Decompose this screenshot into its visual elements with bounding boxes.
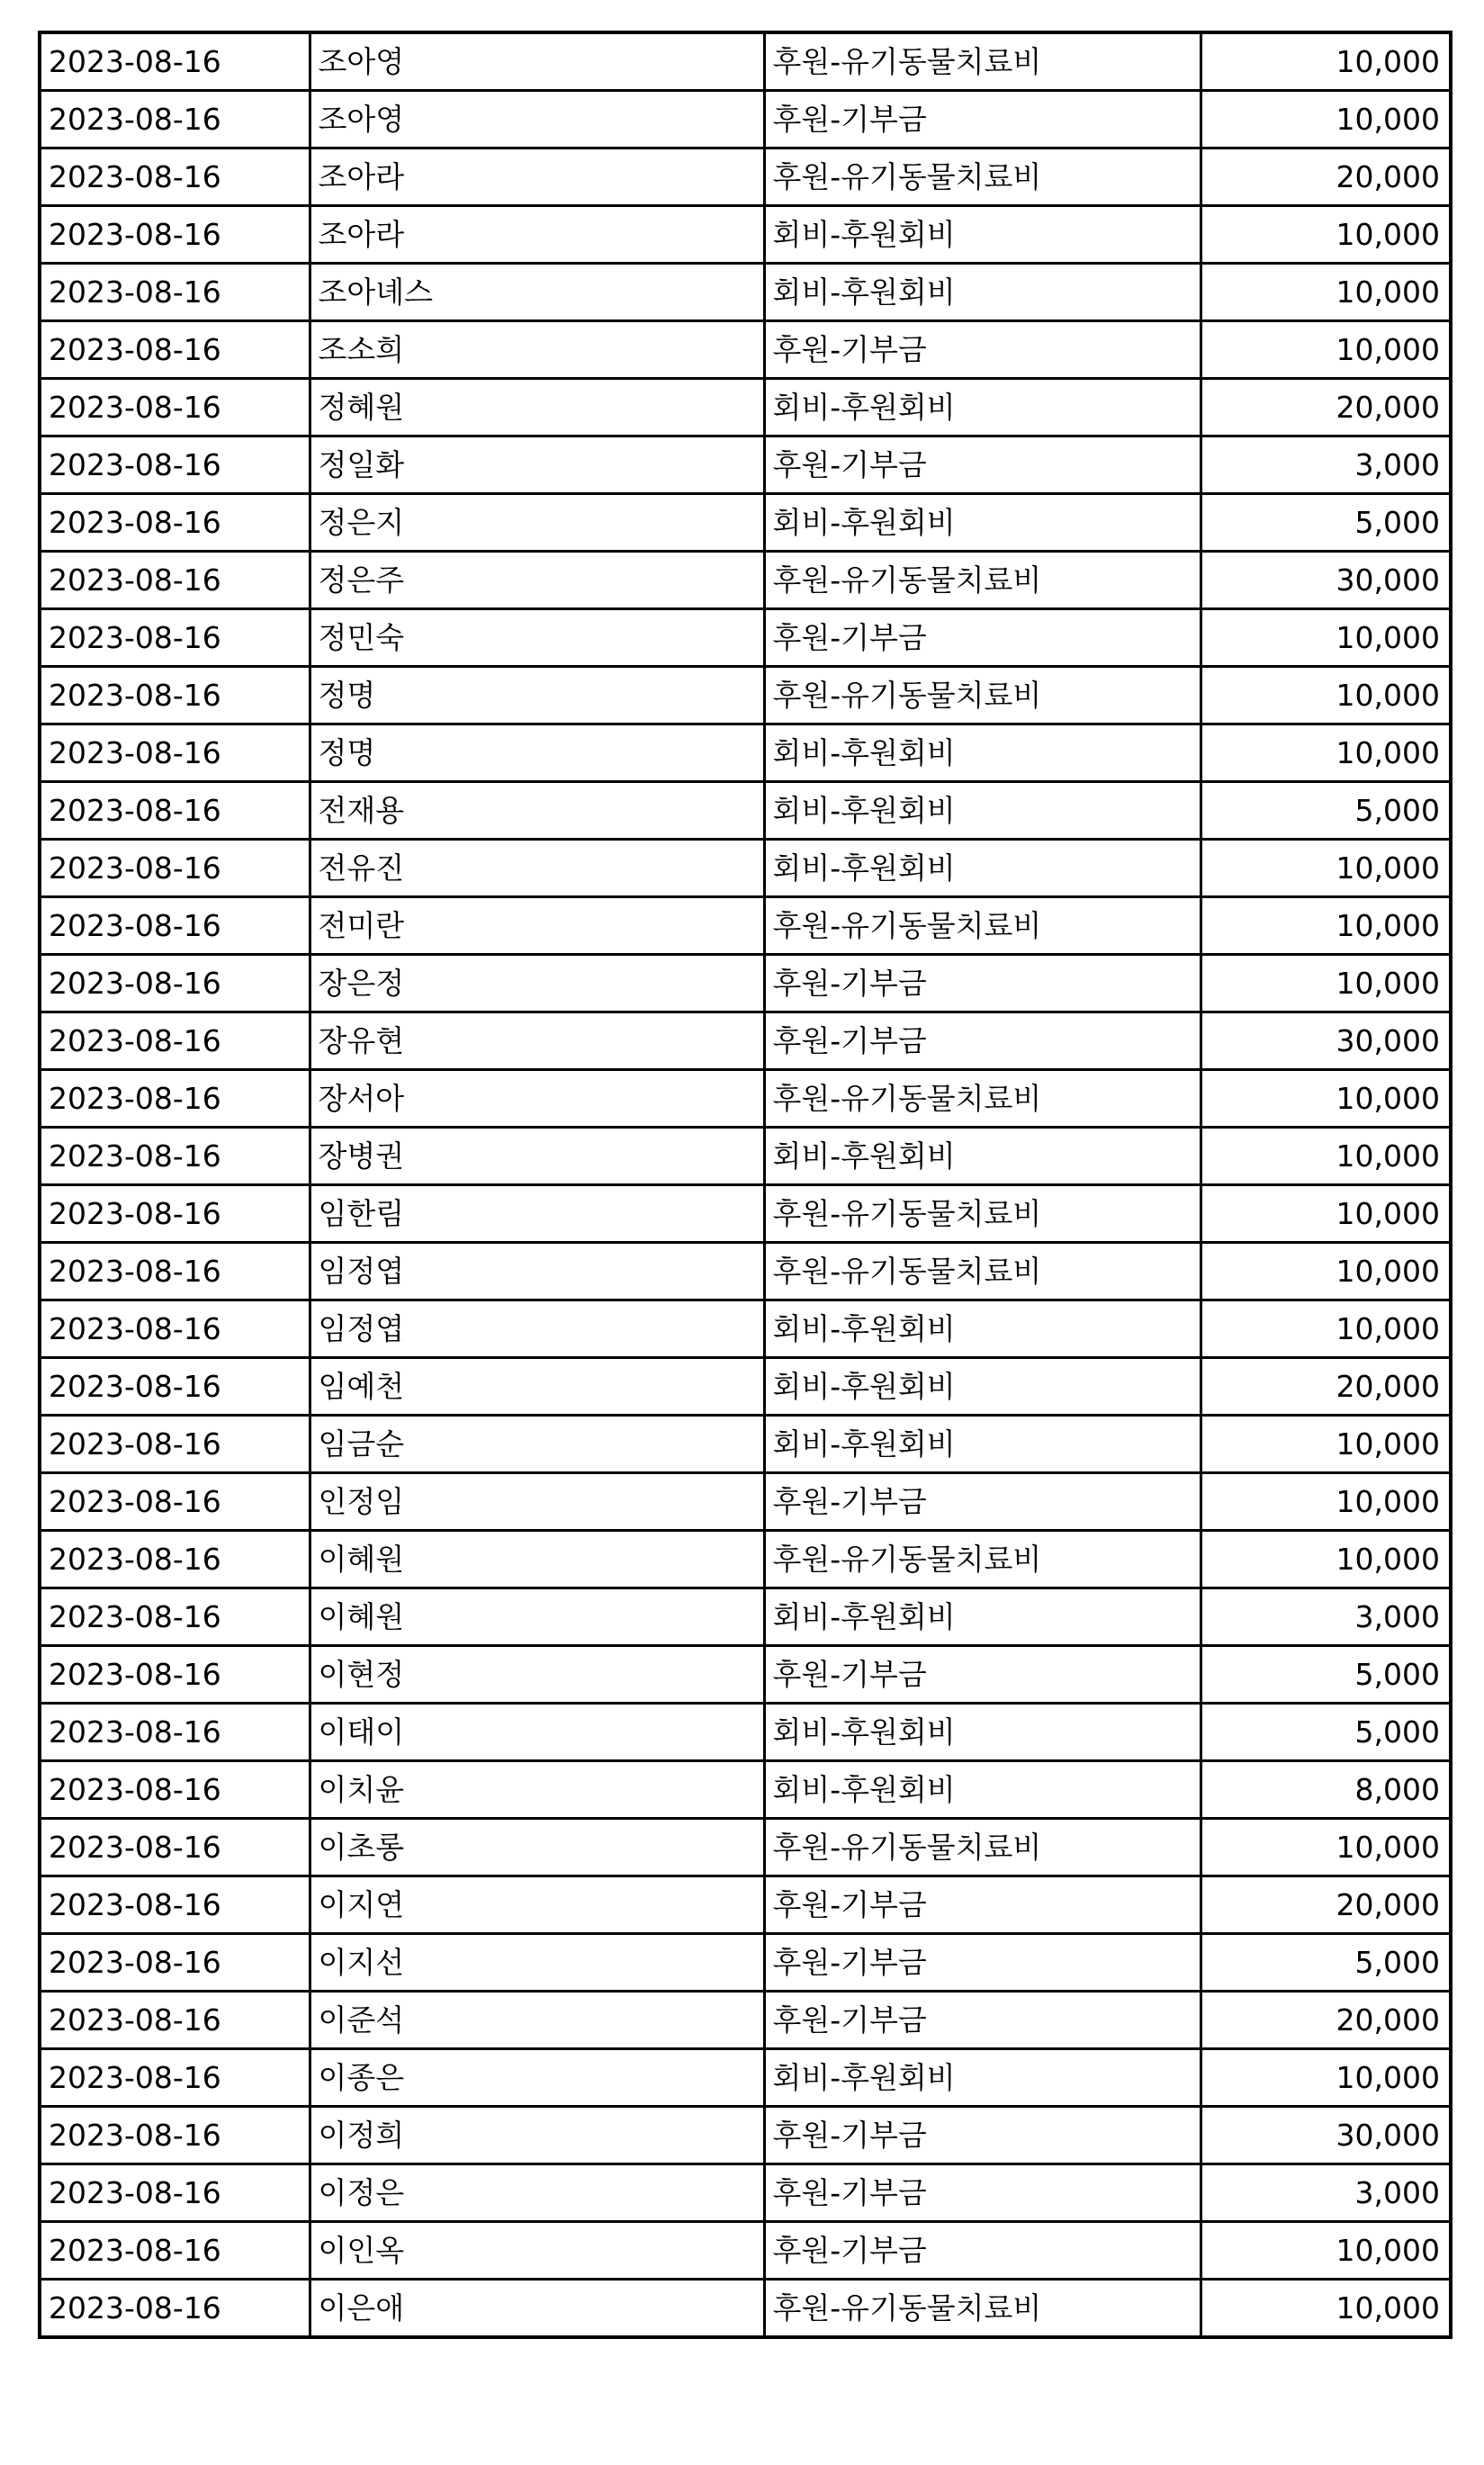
donor-name-cell: 이태이 [310,1704,764,1761]
amount-cell: 10,000 [1201,321,1451,379]
donor-name-cell: 장서아 [310,1070,764,1128]
date-cell: 2023-08-16 [40,91,310,148]
category-cell: 회비-후원회비 [764,1588,1201,1646]
table-row [40,91,1451,148]
table-row [40,2164,1451,2222]
date-cell: 2023-08-16 [40,897,310,955]
table-row [40,552,1451,609]
category-cell: 회비-후원회비 [764,1761,1201,1819]
table-row [40,436,1451,494]
amount-cell: 20,000 [1201,148,1451,206]
table-row [40,1934,1451,1992]
amount-cell: 10,000 [1201,897,1451,955]
donation-ledger-table [38,31,1453,2339]
category-cell: 후원-기부금 [764,1646,1201,1704]
amount-cell: 3,000 [1201,2164,1451,2222]
category-cell: 회비-후원회비 [764,1300,1201,1358]
table-row [40,1012,1451,1070]
table-row [40,1473,1451,1531]
category-cell: 후원-유기동물치료비 [764,552,1201,609]
donor-name-cell: 이혜원 [310,1588,764,1646]
donor-name-cell: 임정엽 [310,1243,764,1300]
amount-cell: 10,000 [1201,2222,1451,2280]
amount-cell: 10,000 [1201,2049,1451,2107]
table-row [40,782,1451,840]
date-cell: 2023-08-16 [40,1588,310,1646]
category-cell: 회비-후원회비 [764,1358,1201,1416]
category-cell: 회비-후원회비 [764,1704,1201,1761]
amount-cell: 10,000 [1201,955,1451,1012]
category-cell: 후원-기부금 [764,436,1201,494]
category-cell: 후원-유기동물치료비 [764,32,1201,91]
category-cell: 후원-기부금 [764,91,1201,148]
donor-name-cell: 이정희 [310,2107,764,2164]
donor-name-cell: 임정엽 [310,1300,764,1358]
donor-name-cell: 임한림 [310,1185,764,1243]
table-row [40,379,1451,436]
amount-cell: 30,000 [1201,2107,1451,2164]
amount-cell: 10,000 [1201,264,1451,321]
category-cell: 회비-후원회비 [764,724,1201,782]
donor-name-cell: 전미란 [310,897,764,955]
category-cell: 회비-후원회비 [764,2049,1201,2107]
date-cell: 2023-08-16 [40,840,310,897]
amount-cell: 10,000 [1201,2280,1451,2338]
amount-cell: 10,000 [1201,1819,1451,1876]
donor-name-cell: 조아녜스 [310,264,764,321]
donor-name-cell: 정은지 [310,494,764,552]
table-row [40,1819,1451,1876]
category-cell: 후원-유기동물치료비 [764,1531,1201,1588]
date-cell: 2023-08-16 [40,1934,310,1992]
date-cell: 2023-08-16 [40,2049,310,2107]
donor-name-cell: 조소희 [310,321,764,379]
date-cell: 2023-08-16 [40,1243,310,1300]
table-row [40,1070,1451,1128]
date-cell: 2023-08-16 [40,782,310,840]
amount-cell: 10,000 [1201,840,1451,897]
table-row [40,955,1451,1012]
table-row [40,724,1451,782]
donor-name-cell: 이준석 [310,1992,764,2049]
date-cell: 2023-08-16 [40,1416,310,1473]
date-cell: 2023-08-16 [40,1070,310,1128]
table-row [40,1761,1451,1819]
amount-cell: 5,000 [1201,1704,1451,1761]
donor-name-cell: 조아영 [310,91,764,148]
date-cell: 2023-08-16 [40,1358,310,1416]
table-row [40,264,1451,321]
table-row [40,609,1451,667]
date-cell: 2023-08-16 [40,2280,310,2338]
donor-name-cell: 이종은 [310,2049,764,2107]
table-row [40,494,1451,552]
table-row [40,897,1451,955]
donor-name-cell: 이혜원 [310,1531,764,1588]
date-cell: 2023-08-16 [40,1300,310,1358]
category-cell: 회비-후원회비 [764,1416,1201,1473]
category-cell: 후원-기부금 [764,1876,1201,1934]
category-cell: 회비-후원회비 [764,1128,1201,1185]
table-row [40,1358,1451,1416]
donor-name-cell: 이치윤 [310,1761,764,1819]
donor-name-cell: 조아라 [310,206,764,264]
donor-name-cell: 장은정 [310,955,764,1012]
table-row [40,1416,1451,1473]
amount-cell: 5,000 [1201,494,1451,552]
date-cell: 2023-08-16 [40,494,310,552]
category-cell: 후원-기부금 [764,1934,1201,1992]
amount-cell: 3,000 [1201,436,1451,494]
amount-cell: 20,000 [1201,1876,1451,1934]
category-cell: 회비-후원회비 [764,840,1201,897]
table-row [40,1531,1451,1588]
date-cell: 2023-08-16 [40,955,310,1012]
table-row [40,2049,1451,2107]
category-cell: 후원-기부금 [764,609,1201,667]
amount-cell: 10,000 [1201,667,1451,724]
date-cell: 2023-08-16 [40,1992,310,2049]
date-cell: 2023-08-16 [40,2107,310,2164]
donor-name-cell: 이지연 [310,1876,764,1934]
date-cell: 2023-08-16 [40,2222,310,2280]
date-cell: 2023-08-16 [40,667,310,724]
date-cell: 2023-08-16 [40,1128,310,1185]
amount-cell: 30,000 [1201,1012,1451,1070]
amount-cell: 10,000 [1201,1531,1451,1588]
table-row [40,1243,1451,1300]
date-cell: 2023-08-16 [40,436,310,494]
donor-name-cell: 장유현 [310,1012,764,1070]
date-cell: 2023-08-16 [40,1012,310,1070]
table-row [40,1646,1451,1704]
amount-cell: 5,000 [1201,1646,1451,1704]
category-cell: 후원-유기동물치료비 [764,1070,1201,1128]
date-cell: 2023-08-16 [40,32,310,91]
date-cell: 2023-08-16 [40,379,310,436]
donor-name-cell: 인정임 [310,1473,764,1531]
category-cell: 회비-후원회비 [764,494,1201,552]
amount-cell: 10,000 [1201,91,1451,148]
donor-name-cell: 조아영 [310,32,764,91]
table-row [40,1185,1451,1243]
date-cell: 2023-08-16 [40,2164,310,2222]
donor-name-cell: 정명 [310,724,764,782]
amount-cell: 20,000 [1201,1992,1451,2049]
date-cell: 2023-08-16 [40,1819,310,1876]
category-cell: 후원-유기동물치료비 [764,148,1201,206]
date-cell: 2023-08-16 [40,264,310,321]
table-row [40,1704,1451,1761]
table-row [40,2107,1451,2164]
date-cell: 2023-08-16 [40,1646,310,1704]
donor-name-cell: 정은주 [310,552,764,609]
date-cell: 2023-08-16 [40,1876,310,1934]
amount-cell: 5,000 [1201,1934,1451,1992]
date-cell: 2023-08-16 [40,1704,310,1761]
table-row [40,148,1451,206]
date-cell: 2023-08-16 [40,148,310,206]
date-cell: 2023-08-16 [40,609,310,667]
donor-name-cell: 전유진 [310,840,764,897]
date-cell: 2023-08-16 [40,1473,310,1531]
table-row [40,206,1451,264]
date-cell: 2023-08-16 [40,552,310,609]
amount-cell: 20,000 [1201,379,1451,436]
category-cell: 후원-기부금 [764,2222,1201,2280]
amount-cell: 20,000 [1201,1358,1451,1416]
ledger-body [40,32,1451,2337]
donor-name-cell: 정혜원 [310,379,764,436]
donor-name-cell: 이지선 [310,1934,764,1992]
amount-cell: 10,000 [1201,1185,1451,1243]
donor-name-cell: 이초롱 [310,1819,764,1876]
table-row [40,1128,1451,1185]
donor-name-cell: 정명 [310,667,764,724]
table-row [40,32,1451,91]
amount-cell: 8,000 [1201,1761,1451,1819]
category-cell: 후원-기부금 [764,955,1201,1012]
amount-cell: 10,000 [1201,1416,1451,1473]
amount-cell: 10,000 [1201,1128,1451,1185]
amount-cell: 10,000 [1201,206,1451,264]
table-row [40,1588,1451,1646]
date-cell: 2023-08-16 [40,206,310,264]
donor-name-cell: 이인옥 [310,2222,764,2280]
amount-cell: 5,000 [1201,782,1451,840]
date-cell: 2023-08-16 [40,321,310,379]
category-cell: 후원-유기동물치료비 [764,1185,1201,1243]
category-cell: 후원-유기동물치료비 [764,897,1201,955]
donor-name-cell: 정민숙 [310,609,764,667]
category-cell: 후원-유기동물치료비 [764,2280,1201,2338]
amount-cell: 10,000 [1201,32,1451,91]
donor-name-cell: 임예천 [310,1358,764,1416]
amount-cell: 10,000 [1201,724,1451,782]
table-row [40,321,1451,379]
donor-name-cell: 이현정 [310,1646,764,1704]
category-cell: 후원-유기동물치료비 [764,1819,1201,1876]
amount-cell: 10,000 [1201,1473,1451,1531]
table-row [40,667,1451,724]
date-cell: 2023-08-16 [40,1185,310,1243]
date-cell: 2023-08-16 [40,1531,310,1588]
amount-cell: 10,000 [1201,1070,1451,1128]
amount-cell: 10,000 [1201,609,1451,667]
table-row [40,2280,1451,2338]
amount-cell: 10,000 [1201,1300,1451,1358]
donor-name-cell: 장병권 [310,1128,764,1185]
donor-name-cell: 정일화 [310,436,764,494]
donor-name-cell: 이정은 [310,2164,764,2222]
table-row [40,2222,1451,2280]
category-cell: 후원-기부금 [764,321,1201,379]
date-cell: 2023-08-16 [40,724,310,782]
category-cell: 후원-유기동물치료비 [764,1243,1201,1300]
donor-name-cell: 임금순 [310,1416,764,1473]
donor-name-cell: 전재용 [310,782,764,840]
category-cell: 후원-기부금 [764,1473,1201,1531]
category-cell: 회비-후원회비 [764,379,1201,436]
amount-cell: 10,000 [1201,1243,1451,1300]
donor-name-cell: 이은애 [310,2280,764,2338]
table-row [40,1300,1451,1358]
category-cell: 후원-기부금 [764,1012,1201,1070]
category-cell: 회비-후원회비 [764,264,1201,321]
amount-cell: 30,000 [1201,552,1451,609]
donor-name-cell: 조아라 [310,148,764,206]
amount-cell: 3,000 [1201,1588,1451,1646]
category-cell: 회비-후원회비 [764,206,1201,264]
category-cell: 후원-기부금 [764,1992,1201,2049]
date-cell: 2023-08-16 [40,1761,310,1819]
category-cell: 회비-후원회비 [764,782,1201,840]
category-cell: 후원-기부금 [764,2164,1201,2222]
table-row [40,1992,1451,2049]
table-row [40,840,1451,897]
category-cell: 후원-기부금 [764,2107,1201,2164]
table-row [40,1876,1451,1934]
category-cell: 후원-유기동물치료비 [764,667,1201,724]
